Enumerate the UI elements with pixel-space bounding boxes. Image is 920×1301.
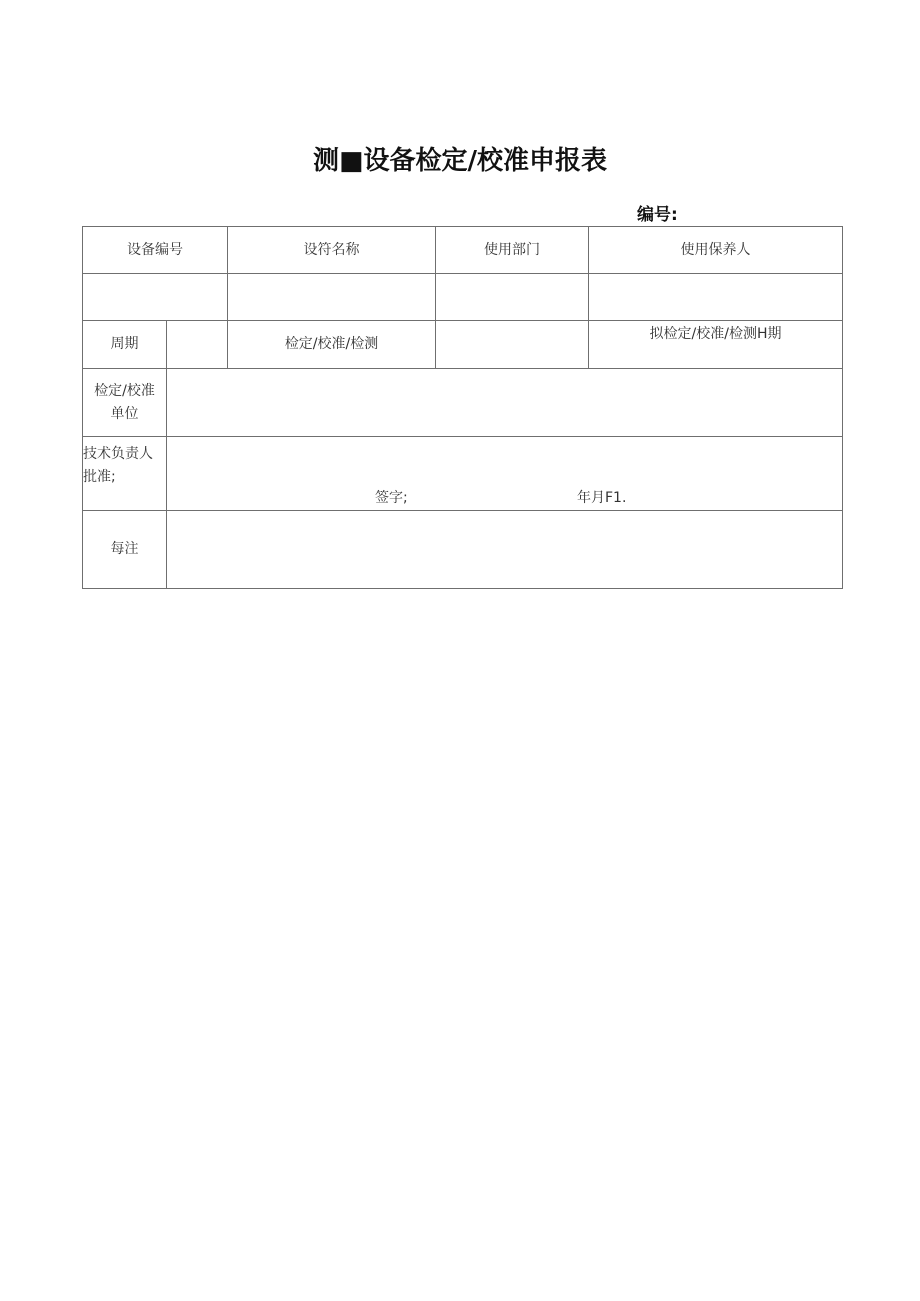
cycle-field[interactable]	[167, 321, 228, 369]
approval-label-text: 技术负责人 批准;	[83, 446, 153, 485]
custodian-header: 使用保养人	[589, 227, 843, 274]
page-title: 测■设备检定/校准申报表	[312, 146, 608, 176]
equipment-no-header: 设备编号	[83, 227, 228, 274]
approval-field[interactable]	[167, 437, 843, 511]
calibration-form-table	[82, 226, 843, 589]
cycle-label: 周期	[83, 321, 167, 369]
calibration-type-field[interactable]	[436, 321, 589, 369]
calibration-unit-row	[83, 369, 843, 437]
calibration-unit-label-text: 检定/校准 单位	[94, 382, 155, 422]
date-label: 年月F1.	[577, 490, 627, 506]
serial-number-label: 编号:	[637, 205, 678, 225]
department-field[interactable]	[436, 274, 589, 321]
sign-label: 签字;	[375, 490, 408, 506]
remarks-field[interactable]	[167, 511, 843, 589]
header-row	[83, 227, 843, 274]
approval-label	[83, 437, 167, 511]
calibration-type-label: 检定/校准/检测	[228, 321, 436, 369]
equipment-name-header: 设符名称	[228, 227, 436, 274]
cycle-row	[83, 321, 843, 369]
equipment-name-field[interactable]	[228, 274, 436, 321]
entry-row	[83, 274, 843, 321]
calibration-unit-label	[83, 369, 167, 437]
remarks-label: 每注	[83, 511, 167, 589]
department-header: 使用部门	[436, 227, 589, 274]
equipment-no-field[interactable]	[83, 274, 228, 321]
custodian-field[interactable]	[589, 274, 843, 321]
approval-row	[83, 437, 843, 511]
remarks-row	[83, 511, 843, 589]
calibration-unit-field[interactable]	[167, 369, 843, 437]
planned-date-label: 拟检定/校准/检测H期	[589, 321, 843, 369]
